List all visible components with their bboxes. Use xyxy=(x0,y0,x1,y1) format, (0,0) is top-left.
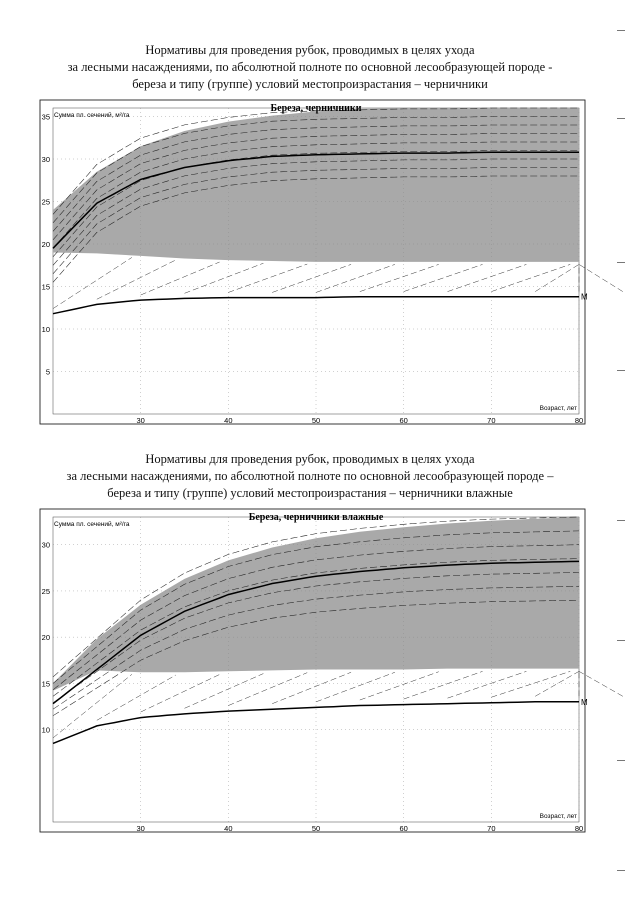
hatch-line xyxy=(579,671,623,696)
y-tick-label: 10 xyxy=(41,325,50,334)
hatch-line xyxy=(272,672,351,703)
y-tick-label: 15 xyxy=(41,282,50,292)
heading-line: за лесными насаждениями, по абсолютной полноте по основной лесообразующей породе – xyxy=(66,469,554,483)
hatch-line xyxy=(97,675,176,720)
x-tick-label: 50 xyxy=(311,416,321,425)
hatch-line xyxy=(360,672,439,700)
y-tick-label: 10 xyxy=(41,725,50,735)
scan-edge-mark xyxy=(617,640,625,641)
heading-line: за лесными насаждениями, по абсолютной полноте по основной лесообразующей породе - xyxy=(67,60,553,74)
y-tick-label: 25 xyxy=(41,586,50,596)
y-axis-label: Сумма пл. сечений, м²/га xyxy=(54,112,130,119)
x-axis-label: Возраст, лет xyxy=(539,813,577,820)
scan-edge-mark xyxy=(617,370,625,371)
scan-edge-mark xyxy=(617,760,625,761)
x-tick-label: 70 xyxy=(487,824,496,833)
hatch-line xyxy=(448,671,527,698)
scan-edge-mark xyxy=(617,262,625,263)
hatch-line xyxy=(535,671,579,696)
y-tick-label: 30 xyxy=(41,540,50,550)
x-tick-label: 60 xyxy=(399,416,408,425)
chart-title: Береза, черничники xyxy=(270,103,362,114)
x-tick-label: 30 xyxy=(136,824,145,833)
heading-line: Нормативы для проведения рубок, проводимых в целях ухода xyxy=(145,452,475,466)
y-tick-label: 20 xyxy=(41,240,50,249)
x-tick-label: 30 xyxy=(136,416,145,425)
y-axis-label: Сумма пл. сечений, м²/га xyxy=(54,521,130,528)
scan-edge-mark xyxy=(617,30,625,31)
heading-line: береза и типу (группе) условий местопроизрастания – черничники влажные xyxy=(107,486,513,500)
chart-title: Береза, черничники влажные xyxy=(248,512,384,523)
series-label: М xyxy=(581,697,588,707)
hatch-line xyxy=(491,671,570,697)
x-tick-label: 70 xyxy=(487,416,496,425)
scan-edge-mark xyxy=(617,118,625,119)
x-tick-label: 50 xyxy=(311,824,321,833)
hatch-line xyxy=(185,674,264,709)
hatch-line xyxy=(316,672,395,702)
y-tick-label: 5 xyxy=(45,367,50,377)
scan-edge-mark xyxy=(617,870,625,871)
y-tick-label: 15 xyxy=(41,679,50,689)
norm-band xyxy=(53,517,579,691)
hatch-line xyxy=(404,671,483,699)
x-tick-label: 40 xyxy=(224,416,233,425)
hatch-line xyxy=(141,674,220,712)
x-tick-label: 80 xyxy=(574,824,584,833)
x-tick-label: 60 xyxy=(399,824,408,833)
x-tick-label: 80 xyxy=(574,416,584,425)
scan-edge-mark xyxy=(617,520,625,521)
series-label: М xyxy=(581,292,588,302)
y-tick-label: 25 xyxy=(41,197,50,207)
heading-line: Нормативы для проведения рубок, проводимых в целях ухода xyxy=(145,43,475,57)
x-tick-label: 40 xyxy=(224,824,233,833)
x-axis-label: Возраст, лет xyxy=(539,405,577,412)
y-tick-label: 30 xyxy=(41,155,50,164)
heading-line: береза и типу (группе) условий местопроизрастания – черничники xyxy=(132,77,488,91)
y-tick-label: 35 xyxy=(41,112,50,122)
y-tick-label: 20 xyxy=(41,633,50,643)
hatch-line xyxy=(228,673,307,706)
